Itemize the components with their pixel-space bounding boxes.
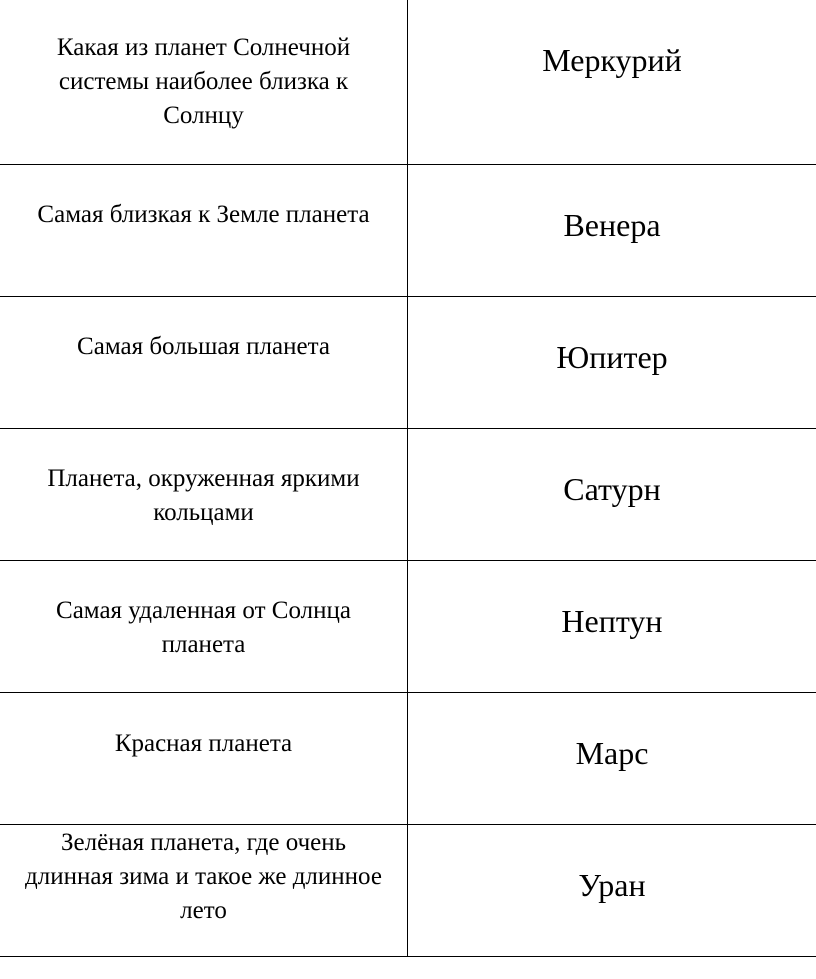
question-cell [0,428,407,560]
question-cell [0,296,407,428]
question-text: Самая близкая к Земле планета [37,200,370,228]
answer-text: Венера [563,206,661,243]
answer-cell [407,560,816,692]
question-text: Зелёная планета, где очень длинная зима и такое же длинное лето [25,828,382,924]
table-row [0,824,816,956]
answer-text: Меркурий [542,42,682,78]
question-text: Какая из планет Солнечной системы наиболее близка к Солнцу [56,34,351,129]
question-text: Самая большая планета [77,332,330,360]
question-text: Самая удаленная от Солнца планета [56,596,351,658]
question-text: Красная планета [114,729,293,757]
table-row [0,0,816,164]
question-cell [0,692,407,824]
table-row [0,428,816,560]
answer-text: Марс [575,734,649,771]
answer-cell [407,0,816,164]
question-text: Планета, окруженная яркими кольцами [47,464,360,526]
table-row [0,296,816,428]
answer-cell [407,164,816,296]
question-cell [0,164,407,296]
table-row [0,560,816,692]
table-row [0,692,816,824]
answer-text: Сатурн [563,470,661,507]
answer-cell [407,296,816,428]
table-row [0,164,816,296]
question-cell [0,560,407,692]
answer-text: Юпитер [556,338,668,375]
answer-cell [407,692,816,824]
answer-text: Уран [578,866,646,903]
question-cell [0,0,407,164]
answer-cell [407,428,816,560]
answer-cell [407,824,816,956]
answer-text: Нептун [561,602,663,639]
question-cell [0,824,407,956]
